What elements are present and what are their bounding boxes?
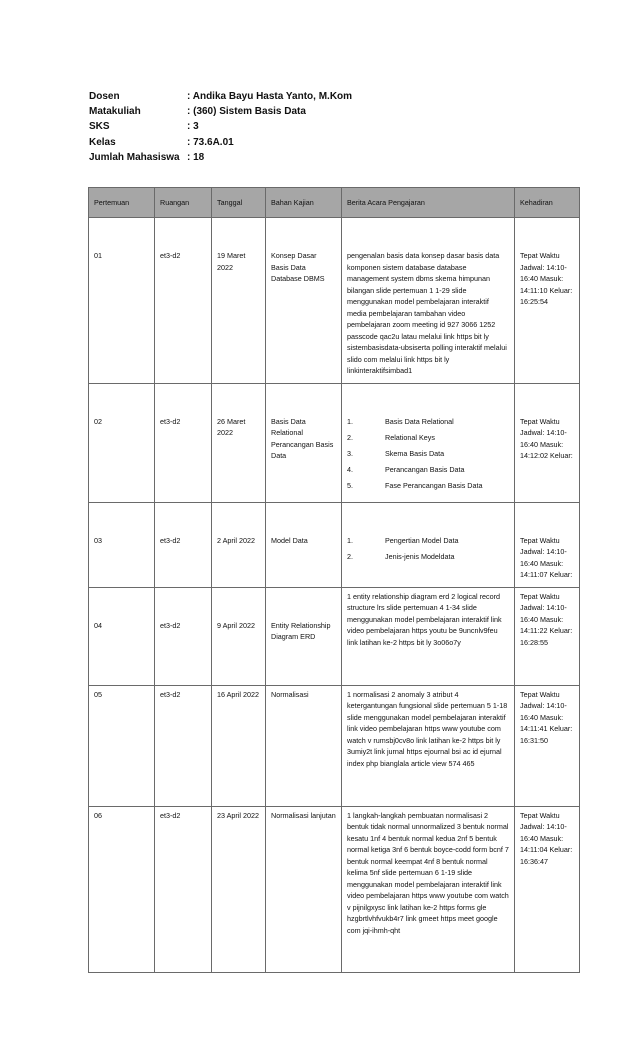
list-number: 1. <box>347 535 353 545</box>
info-value: : 3 <box>187 121 199 133</box>
header-pertemuan: Pertemuan <box>89 188 155 218</box>
cell-bahan-kajian: Konsep Dasar Basis Data Database DBMS <box>266 218 342 384</box>
cell-berita-acara <box>342 502 515 587</box>
cell-kehadiran: Tepat Waktu Jadwal: 14:10-16:40 Masuk: 14:12:02 Keluar: <box>515 383 580 502</box>
header-kehadiran: Kehadiran <box>515 188 580 218</box>
cell-tanggal: 26 Maret 2022 <box>212 383 266 502</box>
cell-tanggal: 23 April 2022 <box>212 806 266 972</box>
cell-ruangan: et3-d2 <box>155 806 212 972</box>
cell-bahan-kajian: Normalisasi <box>266 685 342 806</box>
cell-tanggal: 16 April 2022 <box>212 685 266 806</box>
list-text: Skema Basis Data <box>385 448 445 458</box>
course-info <box>89 89 352 165</box>
cell-bahan-kajian: Entity Relationship Diagram ERD <box>266 587 342 685</box>
cell-bahan-kajian: Normalisasi lanjutan <box>266 806 342 972</box>
info-value: : 73.6A.01 <box>187 136 234 148</box>
cell-kehadiran: Tepat Waktu Jadwal: 14:10-16:40 Masuk: 14:11:07 Keluar: <box>515 502 580 587</box>
cell-berita-acara: pengenalan basis data konsep dasar basis data komponen sistem database database management system dbms skema himpunan bilangan slide pertemuan 1 1-29 slide menggunakan model pembelajaran interaktif media pembelajaran tambahan video pembelajaran zoom meeting id 927 3066 1252 passcode qac2u latau melalui link https bit ly sistembasisdata-ubsiserta polling interaktif melalui slido com melalui link https bit ly linkinteraktifsimbad1 <box>342 218 515 384</box>
cell-berita-acara: 1 langkah-langkah pembuatan normalisasi 2 bentuk tidak normal unnormalized 3 bentuk normal kesatu 1nf 4 bentuk normal kedua 2nf 5 bentuk normal ketiga 3nf 6 bentuk boyce-codd form bcnf 7 bentuk normal keempat 4nf 8 bentuk normal kelima 5nf slide pertemuan 6 1-19 slide menggunakan model pembelajaran interaktif link video pembelajaran https www youtube com watch v pijnilgxysc link latihan ke-2 https forms gle hzgbrtlvhfvukb4r7 link gmeet https meet google com jqi-ihmh-qht <box>342 806 515 972</box>
cell-pertemuan: 02 <box>89 383 155 502</box>
cell-berita-acara: 1 normalisasi 2 anomaly 3 atribut 4 ketergantungan fungsional slide pertemuan 5 1-18 slide menggunakan model pembelajaran interaktif link video pembelajaran https www youtube com watch v rumsbj0cv8o link latihan ke-2 https bit ly 3umiy2t link jurnal https ejournal bsi ac id ejurnal index php bianglala article view 574 465 <box>342 685 515 806</box>
list-text: Fase Perancangan Basis Data <box>385 480 483 490</box>
topic-list <box>347 416 509 496</box>
table-row <box>89 502 580 587</box>
cell-berita-acara: 1 entity relationship diagram erd 2 logical record structure lrs slide pertemuan 4 1-34 slide menggunakan model pembelajaran interaktif link video pembelajaran https youtu be 9uncnlv9feu link latihan ke-2 https bit ly 3o06o7y <box>342 587 515 685</box>
list-item <box>347 432 509 448</box>
cell-tanggal: 9 April 2022 <box>212 587 266 685</box>
info-label: Jumlah Mahasiswa <box>89 151 180 163</box>
list-item <box>347 535 509 551</box>
info-row-sks <box>89 119 352 134</box>
cell-kehadiran: Tepat Waktu Jadwal: 14:10-16:40 Masuk: 14:11:22 Keluar: 16:28:55 <box>515 587 580 685</box>
cell-pertemuan: 05 <box>89 685 155 806</box>
cell-pertemuan: 01 <box>89 218 155 384</box>
list-text: Basis Data Relational <box>385 416 454 426</box>
cell-kehadiran: Tepat Waktu Jadwal: 14:10-16:40 Masuk: 14:11:04 Keluar: 16:36:47 <box>515 806 580 972</box>
list-item <box>347 551 509 567</box>
cell-kehadiran: Tepat Waktu Jadwal: 14:10-16:40 Masuk: 14:11:41 Keluar: 16:31:50 <box>515 685 580 806</box>
table-row <box>89 218 580 384</box>
topic-list <box>347 535 509 567</box>
cell-pertemuan: 06 <box>89 806 155 972</box>
table-row <box>89 587 580 685</box>
info-value: : (360) Sistem Basis Data <box>187 106 306 118</box>
info-label: Matakuliah <box>89 106 141 118</box>
list-item <box>347 416 509 432</box>
cell-ruangan: et3-d2 <box>155 383 212 502</box>
info-label: Kelas <box>89 136 116 148</box>
list-text: Pengertian Model Data <box>385 535 459 545</box>
table-header-row <box>89 188 580 218</box>
list-item <box>347 448 509 464</box>
info-row-jumlah-mahasiswa <box>89 150 352 165</box>
info-row-kelas <box>89 135 352 150</box>
list-item <box>347 464 509 480</box>
info-label: Dosen <box>89 91 120 102</box>
header-ruangan: Ruangan <box>155 188 212 218</box>
attendance-table <box>88 187 580 973</box>
list-number: 2. <box>347 432 353 442</box>
list-number: 1. <box>347 416 353 426</box>
list-text: Jenis-jenis Modeldata <box>385 551 455 561</box>
header-berita-acara: Berita Acara Pengajaran <box>342 188 515 218</box>
list-number: 3. <box>347 448 353 458</box>
cell-berita-acara <box>342 383 515 502</box>
info-label: SKS <box>89 121 110 133</box>
cell-tanggal: 19 Maret 2022 <box>212 218 266 384</box>
cell-ruangan: et3-d2 <box>155 685 212 806</box>
header-bahan-kajian: Bahan Kajian <box>266 188 342 218</box>
list-number: 5. <box>347 480 353 490</box>
info-value: : Andika Bayu Hasta Yanto, M.Kom <box>187 91 353 102</box>
cell-bahan-kajian: Model Data <box>266 502 342 587</box>
header-tanggal: Tanggal <box>212 188 266 218</box>
info-value: : 18 <box>187 151 205 163</box>
info-row-dosen <box>89 89 352 104</box>
list-item <box>347 480 509 496</box>
cell-bahan-kajian: Basis Data Relational Perancangan Basis Data <box>266 383 342 502</box>
list-text: Perancangan Basis Data <box>385 464 465 474</box>
table-row <box>89 383 580 502</box>
cell-ruangan: et3-d2 <box>155 218 212 384</box>
list-text: Relational Keys <box>385 432 435 442</box>
info-row-matakuliah <box>89 104 352 119</box>
cell-pertemuan: 03 <box>89 502 155 587</box>
cell-pertemuan: 04 <box>89 587 155 685</box>
cell-ruangan: et3-d2 <box>155 587 212 685</box>
cell-tanggal: 2 April 2022 <box>212 502 266 587</box>
table-row <box>89 806 580 972</box>
list-number: 4. <box>347 464 353 474</box>
table-row <box>89 685 580 806</box>
list-number: 2. <box>347 551 353 561</box>
cell-kehadiran: Tepat Waktu Jadwal: 14:10-16:40 Masuk: 14:11:10 Keluar: 16:25:54 <box>515 218 580 384</box>
cell-ruangan: et3-d2 <box>155 502 212 587</box>
